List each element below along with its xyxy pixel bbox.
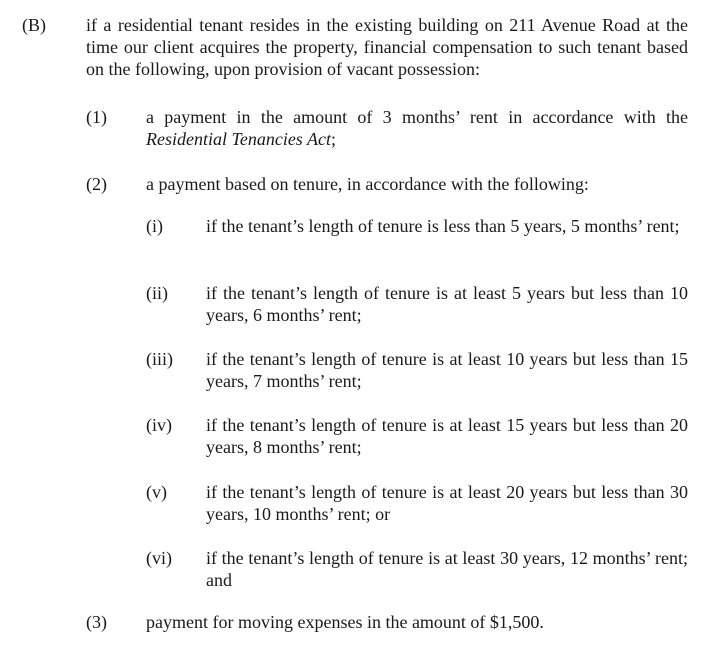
clause-text: if a residential tenant resides in the existing building on 211 Avenue Road at the time our client acquires the property, financial compensation to such tenant based on the following, upon provision of vacant possession:: [86, 15, 688, 79]
sub-item-text: if the tenant’s length of tenure is at least 20 years but less than 30 years, 10 months’ rent; or: [206, 482, 688, 524]
sub-item-marker: (ii): [146, 283, 168, 303]
item-text: a payment based on tenure, in accordance with the following:: [146, 174, 589, 194]
sub-item-text: if the tenant’s length of tenure is at least 15 years but less than 20 years, 8 months’ rent;: [206, 415, 688, 457]
sub-item-vi: [146, 547, 688, 591]
sub-item-iii: [146, 348, 688, 392]
sub-item-i: [146, 215, 688, 237]
item-text-before: a payment in the amount of 3 months’ rent in accordance with the: [146, 107, 688, 127]
sub-item-marker: (i): [146, 216, 163, 236]
item-text-after: ;: [330, 129, 336, 149]
item-marker: (2): [86, 174, 107, 194]
item-marker: (3): [86, 612, 107, 632]
sub-item-text: if the tenant’s length of tenure is at least 5 years but less than 10 years, 6 months’ rent;: [206, 283, 688, 325]
sub-item-marker: (iv): [146, 415, 172, 435]
act-title: Residential Tenancies Act: [146, 129, 331, 149]
sub-item-marker: (iii): [146, 349, 173, 369]
sub-item-v: [146, 481, 688, 525]
sub-item-text: if the tenant’s length of tenure is less than 5 years, 5 months’ rent;: [206, 216, 680, 236]
clause-b: [22, 14, 688, 80]
item-text: [146, 106, 688, 150]
sub-item-marker: (vi): [146, 548, 172, 568]
item-text: payment for moving expenses in the amount of $1,500.: [146, 612, 544, 632]
item-marker: (1): [86, 107, 107, 127]
list-item-3: [86, 611, 688, 633]
list-item-2: [86, 173, 688, 195]
sub-item-marker: (v): [146, 482, 167, 502]
sub-item-ii: [146, 282, 688, 326]
sub-item-text: if the tenant’s length of tenure is at least 10 years but less than 15 years, 7 months’ rent;: [206, 349, 688, 391]
sub-item-iv: [146, 414, 688, 458]
list-item-1: [86, 106, 688, 150]
clause-marker: (B): [22, 15, 46, 35]
sub-item-text: if the tenant’s length of tenure is at least 30 years, 12 months’ rent; and: [206, 548, 688, 590]
